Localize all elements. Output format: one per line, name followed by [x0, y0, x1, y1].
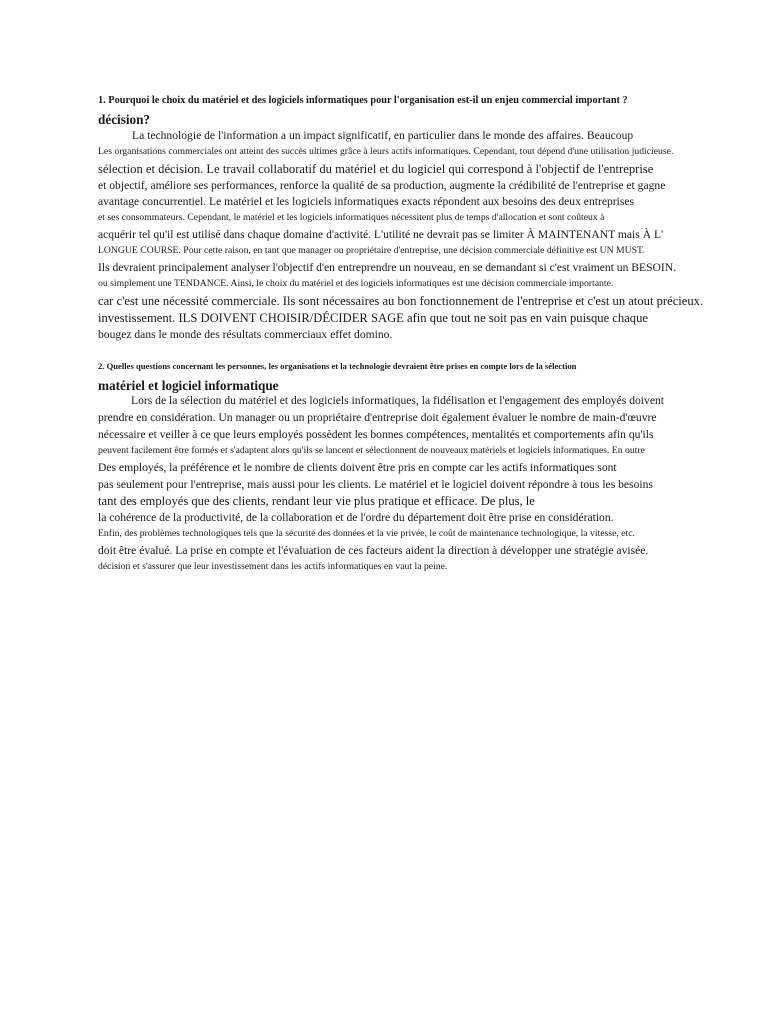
question-1-heading: 1. Pourquoi le choix du matériel et des logiciels informatiques pour l'organisation est-il un enjeu commercial important ?: [98, 95, 628, 106]
paragraph-1-line: bougez dans le monde des résultats commerciaux effet domino.: [98, 328, 393, 341]
question-2-heading: 2. Quelles questions concernant les personnes, les organisations et la technologie devraient être prises en compte lors de la sélection: [98, 361, 577, 371]
paragraph-1-line: car c'est une nécessité commerciale. Ils sont nécessaires au bon fonctionnement de l'entreprise et c'est un atout précieux.: [98, 294, 704, 308]
paragraph-1-line: ou simplement une TENDANCE. Ainsi, le choix du matériel et des logiciels informatiques est une décision commerciale importante.: [98, 278, 614, 289]
question-1-subheading: décision?: [98, 112, 151, 127]
paragraph-1-line: et objectif, améliore ses performances, renforce la qualité de sa production, augmente la crédibilité de l'entreprise et gagne: [98, 179, 666, 192]
paragraph-1-line: Les organisations commerciales ont atteint des succès ultimes grâce à leurs actifs informatiques. Cependant, tout dépend d'une utilisation judicieuse.: [98, 146, 674, 157]
paragraph-2-line: Enfin, des problèmes technologiques tels que la sécurité des données et la vie privée, le coût de maintenance technologique, la vitesse, etc.: [98, 528, 635, 539]
paragraph-1-line: Ils devraient principalement analyser l'objectif d'en entreprendre un nouveau, en se demandant si c'est vraiment un BESOIN.: [98, 261, 677, 274]
paragraph-1-line: sélection et décision. Le travail collaboratif du matériel et du logiciel qui correspond à l'objectif de l'entreprise: [98, 162, 654, 176]
paragraph-1-line: La technologie de l'information a un impact significatif, en particulier dans le monde des affaires. Beaucoup: [132, 129, 634, 142]
paragraph-1-line: LONGUE COURSE. Pour cette raison, en tant que manager ou propriétaire d'entreprise, une décision commerciale définitive est UN MUST.: [98, 245, 645, 256]
paragraph-1-line: et ses consommateurs. Cependant, le matériel et les logiciels informatiques nécessitent plus de temps d'allocation et sont coûteux à: [98, 212, 605, 223]
paragraph-2-line: tant des employés que des clients, rendant leur vie plus pratique et efficace. De plus, le: [98, 494, 535, 508]
paragraph-2-line: nécessaire et veiller à ce que leurs employés possèdent les bonnes compétences, mentalités et comportements afin qu'ils: [98, 428, 654, 441]
paragraph-1-line: investissement. ILS DOIVENT CHOISIR/DÉCIDER SAGE afin que tout ne soit pas en vain puisque chaque: [98, 311, 648, 325]
paragraph-2-line: doit être évalué. La prise en compte et l'évaluation de ces facteurs aident la direction à développer une stratégie avisée.: [98, 544, 649, 557]
paragraph-1-line: avantage concurrentiel. Le matériel et les logiciels informatiques exacts répondent aux besoins des deux entreprises: [98, 195, 635, 208]
paragraph-2-line: pas seulement pour l'entreprise, mais aussi pour les clients. Le matériel et le logiciel doivent répondre à tous les besoins: [98, 478, 653, 491]
paragraph-1-line: acquérir tel qu'il est utilisé dans chaque domaine d'activité. L'utilité ne devrait pas se limiter À MAINTENANT mais À L': [98, 228, 664, 241]
question-2-subheading: matériel et logiciel informatique: [98, 378, 279, 393]
paragraph-2-line: peuvent facilement être formés et s'adaptent alors qu'ils se lancent et sélectionnent de nouveaux matériels et logiciels informatiques. En outre: [98, 445, 645, 456]
paragraph-2-line: décision et s'assurer que leur investissement dans les actifs informatiques en vaut la peine.: [98, 561, 448, 572]
paragraph-2-line: Lors de la sélection du matériel et des logiciels informatiques, la fidélisation et l'engagement des employés doivent: [131, 394, 664, 407]
paragraph-2-line: prendre en considération. Un manager ou un propriétaire d'entreprise doit également évaluer le nombre de main-d'œuvre: [98, 411, 657, 424]
paragraph-2-line: Des employés, la préférence et le nombre de clients doivent être pris en compte car les actifs informatiques sont: [98, 461, 617, 474]
paragraph-2-line: la cohérence de la productivité, de la collaboration et de l'ordre du département doit être prise en considération.: [98, 511, 614, 524]
